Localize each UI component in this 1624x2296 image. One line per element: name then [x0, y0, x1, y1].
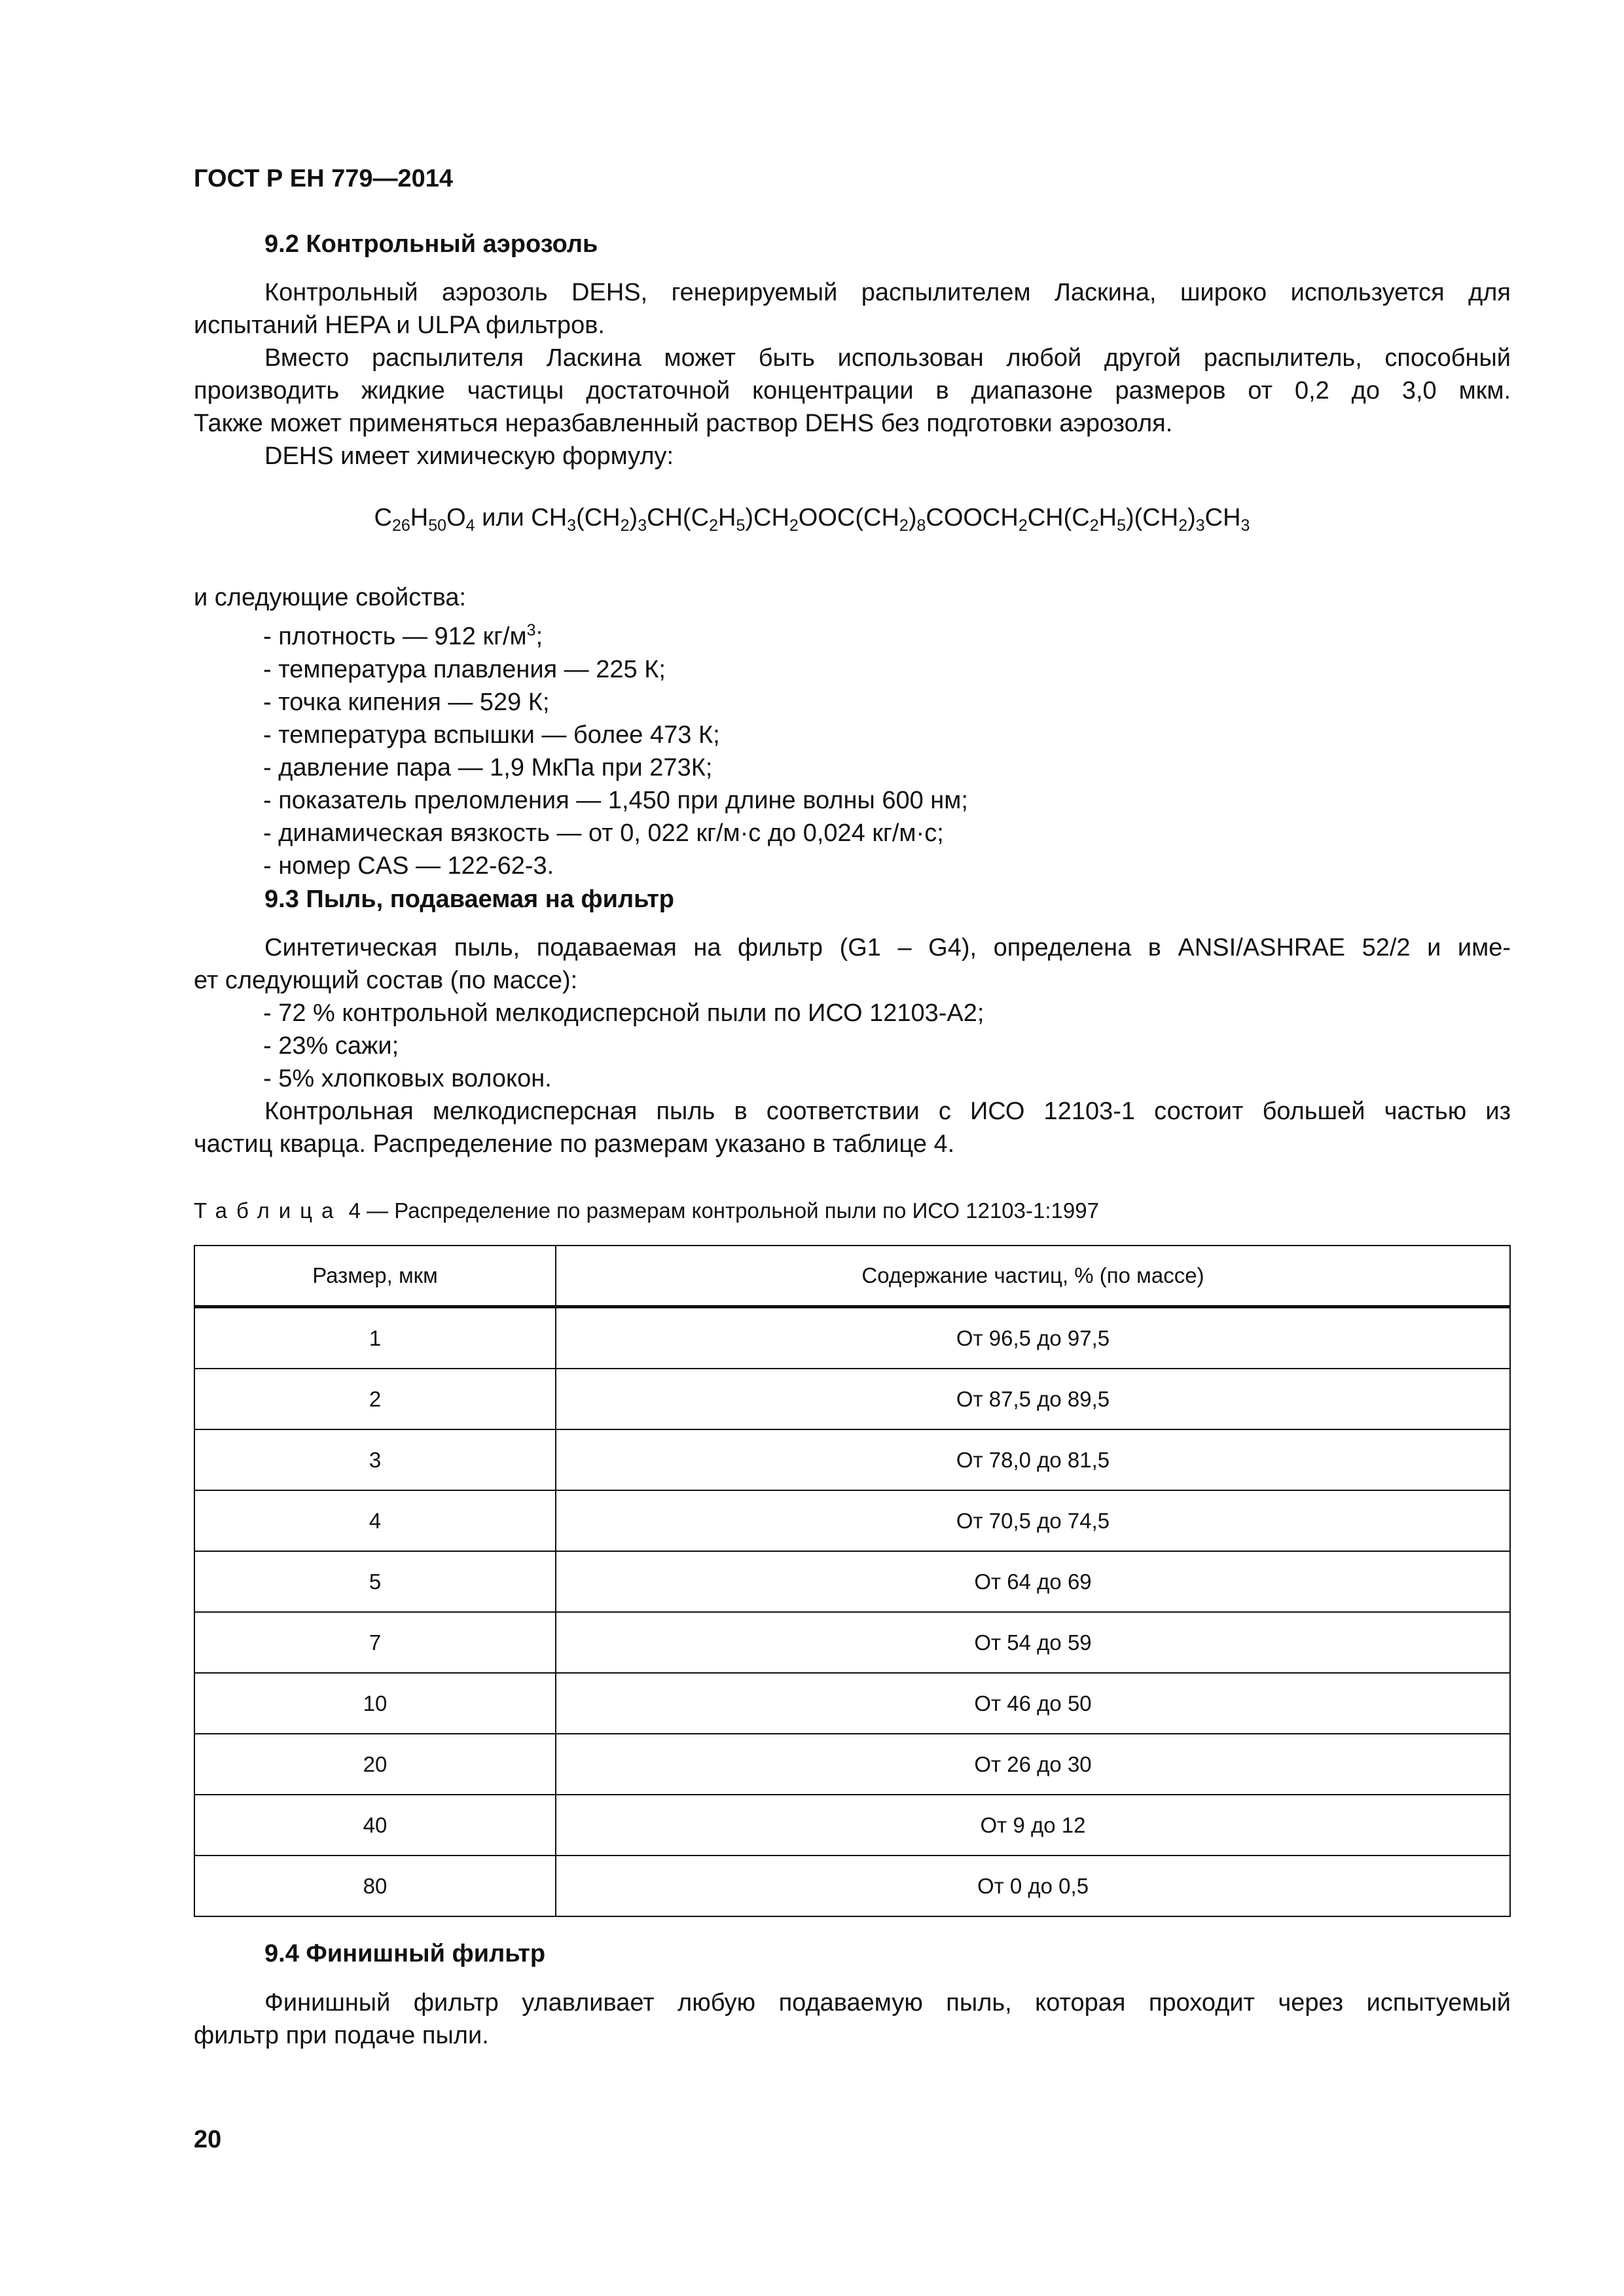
- page-number: 20: [194, 2126, 222, 2153]
- section-9-3-para1-line2: ет следующий состав (по массе):: [194, 967, 578, 994]
- section-9-2-para3: DEHS имеет химическую формулу:: [264, 442, 674, 470]
- chemical-formula: $C_{26}H_{50}O_4$ или $CH_3(CH_2)_3CH(C_2H_5)CH_2OOC(CH_2)_8COOCH_2CH(C_2H_5)(CH_2)_3CH_3$: [374, 504, 1250, 535]
- size-cell: 20: [194, 1734, 556, 1795]
- content-cell: От 54 до 59: [556, 1612, 1510, 1673]
- content-cell: От 26 до 30: [556, 1734, 1510, 1795]
- section-9-4-para1-line2: фильтр при подаче пыли.: [194, 2022, 489, 2049]
- content-cell: От 46 до 50: [556, 1673, 1510, 1734]
- property-item: - номер CAS — 122-62-3.: [263, 852, 554, 880]
- composition-item: - 5% хлопковых волокон.: [263, 1065, 552, 1092]
- table-body: [194, 1307, 1510, 1917]
- table-row: [194, 1490, 1510, 1551]
- size-cell: 2: [194, 1369, 556, 1429]
- section-9-2-para2-line2: производить жидкие частицы достаточной концентрации в диапазоне размеров от 0,2 до 3,0 мкм.: [194, 377, 1511, 404]
- table-row: [194, 1734, 1510, 1795]
- table-row: [194, 1307, 1510, 1369]
- section-9-3-para2-line1: Контрольная мелкодисперсная пыль в соответствии с ИСО 12103-1 состоит большей частью из: [264, 1098, 1511, 1125]
- property-item: - точка кипения — 529 К;: [263, 688, 550, 716]
- document-header: ГОСТ Р ЕН 779—2014: [194, 165, 454, 192]
- properties-intro: и следующие свойства:: [194, 584, 467, 611]
- size-cell: 10: [194, 1673, 556, 1734]
- section-9-4-heading: 9.4 Финишный фильтр: [264, 1940, 546, 1967]
- section-9-3-heading: 9.3 Пыль, подаваемая на фильтр: [264, 886, 675, 913]
- size-cell: 1: [194, 1307, 556, 1369]
- content-cell: От 70,5 до 74,5: [556, 1490, 1510, 1551]
- composition-item: - 72 % контрольной мелкодисперсной пыли по ИСО 12103-A2;: [263, 999, 984, 1027]
- section-9-2-para2-line1: Вместо распылителя Ласкина может быть использован любой другой распылитель, способный: [264, 344, 1511, 372]
- column-header-size: Размер, мкм: [194, 1246, 556, 1307]
- section-9-2-para2-line3: Также может применяться неразбавленный раствор DEHS без подготовки аэрозоля.: [194, 410, 1173, 437]
- size-cell: 40: [194, 1795, 556, 1856]
- content-cell: От 78,0 до 81,5: [556, 1429, 1510, 1490]
- section-9-2-para1-line1: Контрольный аэрозоль DEHS, генерируемый распылителем Ласкина, широко используется для: [264, 279, 1511, 306]
- size-cell: 4: [194, 1490, 556, 1551]
- size-cell: 7: [194, 1612, 556, 1673]
- table-header-row: [194, 1246, 1510, 1307]
- column-header-content: Содержание частиц, % (по массе): [556, 1246, 1510, 1307]
- section-9-4-para1-line1: Финишный фильтр улавливает любую подаваемую пыль, которая проходит через испытуемый: [264, 1989, 1511, 2017]
- section-9-3-para2-line2: частиц кварца. Распределение по размерам указано в таблице 4.: [194, 1130, 955, 1158]
- content-cell: От 64 до 69: [556, 1551, 1510, 1612]
- property-item: - динамическая вязкость — от 0, 022 кг/м·с до 0,024 кг/м·с;: [263, 819, 944, 847]
- size-cell: 80: [194, 1856, 556, 1916]
- table-row: [194, 1429, 1510, 1490]
- table-caption: [194, 1198, 1099, 1223]
- table-row: [194, 1369, 1510, 1429]
- composition-item: - 23% сажи;: [263, 1032, 399, 1060]
- section-9-3-para1-line1: Синтетическая пыль, подаваемая на фильтр (G1 – G4), определена в ANSI/ASHRAE 52/2 и име-: [264, 934, 1511, 961]
- table-row: [194, 1673, 1510, 1734]
- section-9-2-para1-line2: испытаний HEPA и ULPA фильтров.: [194, 312, 605, 339]
- section-9-2-heading: 9.2 Контрольный аэрозоль: [264, 230, 598, 258]
- content-cell: От 0 до 0,5: [556, 1856, 1510, 1916]
- table-row: [194, 1795, 1510, 1856]
- table-row: [194, 1551, 1510, 1612]
- property-item: - показатель преломления — 1,450 при длине волны 600 нм;: [263, 786, 968, 814]
- size-cell: 3: [194, 1429, 556, 1490]
- table-row: [194, 1856, 1510, 1916]
- property-item: - давление пара — 1,9 МкПа при 273К;: [263, 753, 713, 781]
- table-caption-label: Таблица: [194, 1198, 343, 1223]
- composition-list: [263, 997, 984, 1095]
- content-cell: От 87,5 до 89,5: [556, 1369, 1510, 1429]
- property-item: - температура плавления — 225 К;: [263, 655, 666, 683]
- content-cell: От 9 до 12: [556, 1795, 1510, 1856]
- size-distribution-table: [194, 1245, 1511, 1917]
- content-cell: От 96,5 до 97,5: [556, 1307, 1510, 1369]
- properties-list: [263, 614, 968, 882]
- table-row: [194, 1612, 1510, 1673]
- property-item: - плотность — 912 $кг/м^3$;: [263, 621, 543, 651]
- table-caption-text: 4 — Распределение по размерам контрольной пыли по ИСО 12103-1:1997: [348, 1198, 1099, 1223]
- size-cell: 5: [194, 1551, 556, 1612]
- property-item: - температура вспышки — более 473 К;: [263, 721, 720, 749]
